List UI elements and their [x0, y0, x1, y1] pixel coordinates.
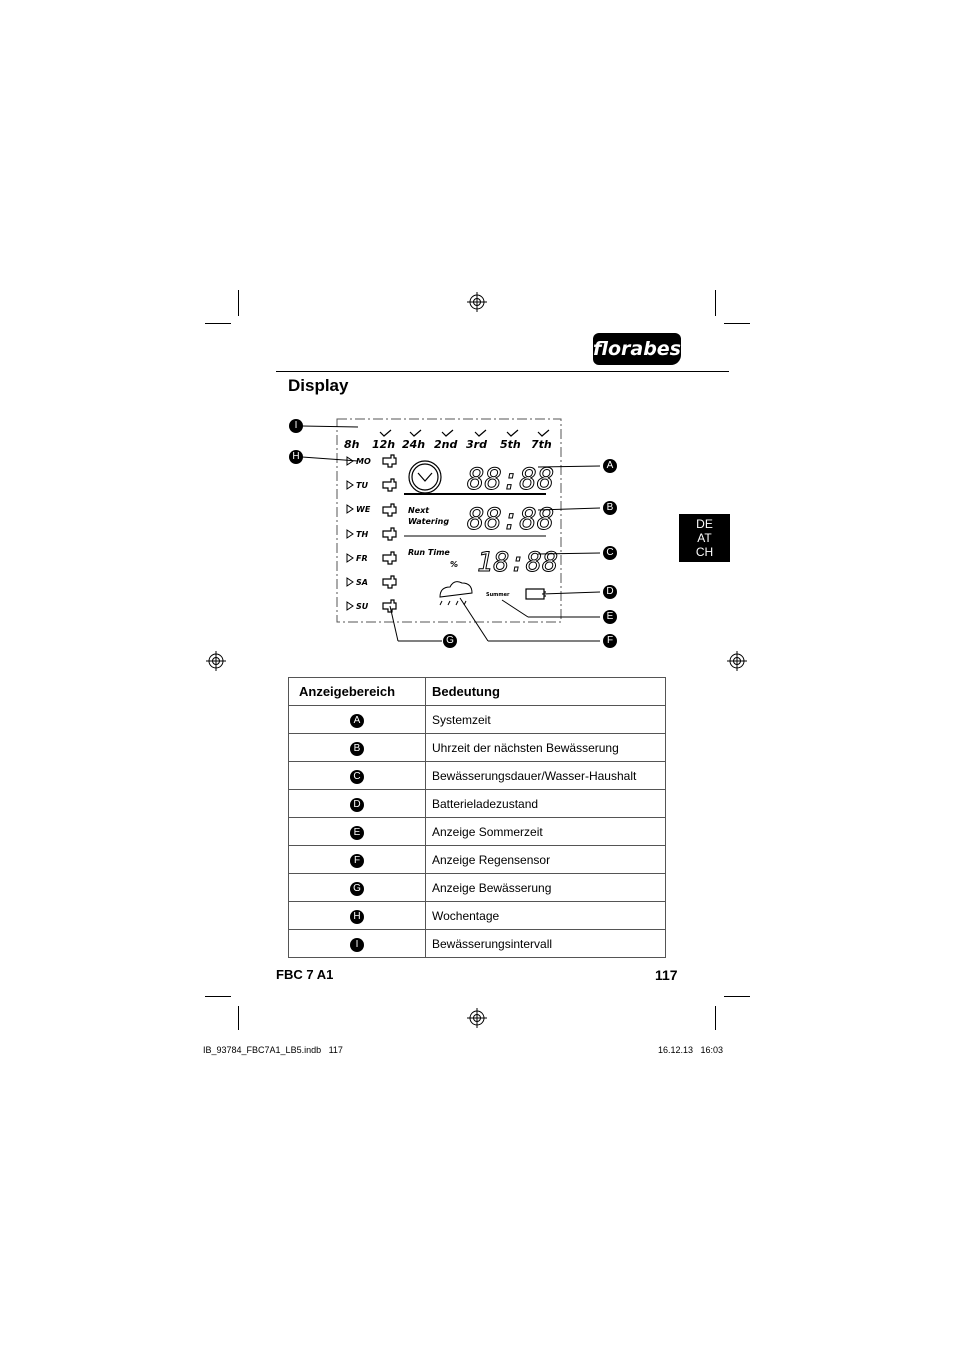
interval-24h: 24h [402, 438, 426, 451]
table-row [289, 874, 666, 902]
row-badge: B [350, 742, 364, 756]
language-tab [679, 514, 730, 562]
digits-run-time: 18:88 [477, 547, 559, 578]
table-row [289, 818, 666, 846]
row-meaning: Uhrzeit der nächsten Bewässerung [426, 734, 666, 762]
row-badge: H [350, 910, 364, 924]
file-name: IB_93784_FBC7A1_LB5.indb 117 [203, 1045, 343, 1055]
callout-g: G [443, 634, 457, 648]
interval-3rd: 3rd [466, 438, 487, 451]
row-badge: C [350, 770, 364, 784]
day-arrows [347, 457, 353, 610]
lcd-diagram [280, 410, 620, 655]
table-header-row [289, 678, 666, 706]
callout-c: C [603, 546, 617, 560]
interval-8h: 8h [344, 438, 360, 451]
callout-h: H [289, 450, 303, 464]
callout-b: B [603, 501, 617, 515]
legend-table [288, 677, 666, 958]
digits-system-time: 88:88 [467, 462, 555, 496]
language-de: DE [696, 517, 713, 531]
day-tu: TU [356, 481, 368, 490]
row-badge: D [350, 798, 364, 812]
day-we: WE [356, 505, 371, 514]
clock-icon [409, 461, 441, 493]
row-meaning: Bewässerungsintervall [426, 930, 666, 958]
day-th: TH [356, 530, 369, 539]
callout-i: I [289, 419, 303, 433]
next-label: Next [408, 506, 430, 515]
interval-7th: 7th [531, 438, 552, 451]
row-meaning: Anzeige Sommerzeit [426, 818, 666, 846]
summer-label: Summer [486, 592, 510, 598]
tap-icons [383, 455, 396, 612]
table-row [289, 846, 666, 874]
header-rule [276, 371, 729, 372]
callout-a: A [603, 459, 617, 473]
row-meaning: Systemzeit [426, 706, 666, 734]
row-badge: G [350, 882, 364, 896]
day-su: SU [356, 602, 369, 611]
table-row [289, 762, 666, 790]
model-number: FBC 7 A1 [276, 967, 334, 982]
interval-5th: 5th [500, 438, 521, 451]
language-at: AT [697, 531, 712, 545]
digits-next-watering: 88:88 [467, 502, 555, 536]
day-fr: FR [356, 554, 368, 563]
print-date: 16.12.13 16:03 [658, 1045, 724, 1055]
row-meaning: Anzeige Regensensor [426, 846, 666, 874]
row-badge: A [350, 714, 364, 728]
table-row [289, 902, 666, 930]
row-meaning: Anzeige Bewässerung [426, 874, 666, 902]
row-meaning: Batterieladezustand [426, 790, 666, 818]
percent-label: % [450, 560, 459, 569]
brand-logo: florabest [593, 333, 681, 365]
interval-12h: 12h [372, 438, 396, 451]
table-row [289, 734, 666, 762]
language-ch: CH [695, 545, 714, 559]
page-number: 117 [655, 967, 678, 983]
watering-label: Watering [408, 517, 450, 526]
table-row [289, 930, 666, 958]
callout-e: E [603, 610, 617, 624]
interval-checkmarks [380, 430, 549, 436]
column-header-area: Anzeigebereich [289, 678, 426, 706]
callout-d: D [603, 585, 617, 599]
day-sa: SA [356, 578, 368, 587]
table-row [289, 790, 666, 818]
day-mo: MO [356, 457, 371, 466]
row-badge: I [350, 938, 364, 952]
column-header-meaning: Bedeutung [426, 678, 666, 706]
run-time-label: Run Time [408, 548, 450, 557]
row-meaning: Bewässerungsdauer/Wasser-Haushalt [426, 762, 666, 790]
page-title: Display [288, 376, 349, 395]
interval-2nd: 2nd [434, 438, 458, 451]
row-meaning: Wochentage [426, 902, 666, 930]
table-row [289, 706, 666, 734]
row-badge: F [350, 854, 364, 868]
row-badge: E [350, 826, 364, 840]
rain-sensor-icon [440, 582, 472, 605]
callout-f: F [603, 634, 617, 648]
